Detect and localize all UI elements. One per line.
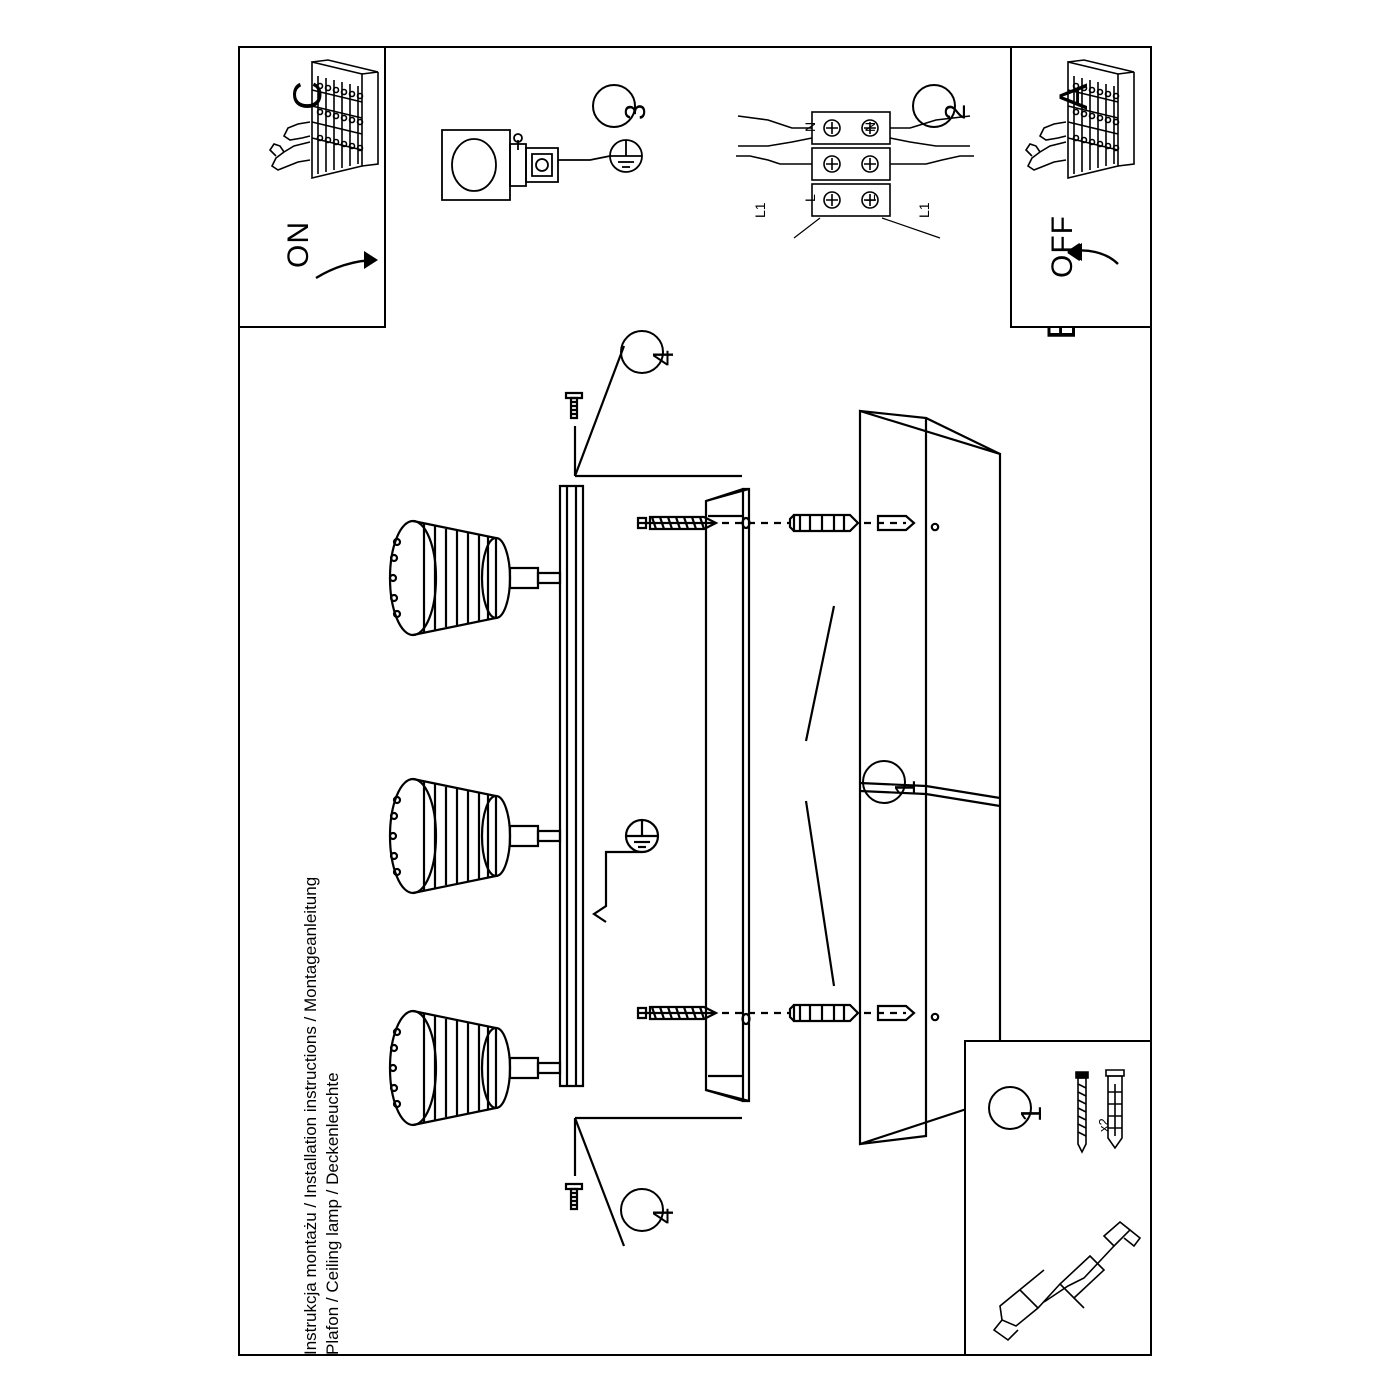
step-marker-2: 2 xyxy=(912,84,956,128)
wiring-label-L-right: L xyxy=(862,194,878,202)
leader-lines-step2 xyxy=(794,218,940,238)
step-2-wiring-drawing xyxy=(720,90,1020,250)
wall-plug-icon xyxy=(1106,1070,1124,1148)
wiring-leader-L1-right: L1 xyxy=(916,202,932,218)
panel-a-state-label: OFF xyxy=(1046,215,1079,278)
step-marker-3: 3 xyxy=(592,84,636,128)
wiring-label-N-left: N xyxy=(802,121,818,132)
wiring-label-L-left: L xyxy=(802,194,818,202)
curved-arrow-right-icon xyxy=(316,251,378,278)
mounting-bracket-icon xyxy=(706,489,750,1101)
accessories-drawing xyxy=(964,1040,1152,1356)
grub-screw-icon-top xyxy=(566,393,582,418)
lamp-base-plate-icon xyxy=(560,486,583,1086)
drill-icon xyxy=(994,1222,1140,1340)
leader-lines xyxy=(575,346,834,1246)
wiring-label-N-right: N xyxy=(862,121,878,132)
step-3-drawing xyxy=(430,100,690,260)
step-marker-1: 1 xyxy=(862,760,906,804)
wiring-leader-L1-left: L1 xyxy=(752,202,768,218)
panel-c-state-label: ON xyxy=(282,221,315,268)
grub-screw-icon-bottom xyxy=(566,1184,582,1209)
terminal-block-icon-a xyxy=(1068,60,1134,178)
lamp-head-icon-1 xyxy=(390,521,560,635)
accessory-quantity-label: x2 xyxy=(1096,1118,1111,1132)
screw-icon xyxy=(1076,1072,1088,1152)
earth-symbol-step3 xyxy=(610,140,642,172)
spine-text-line2: Plafon / Ceiling lamp / Deckenleuchte xyxy=(323,1072,342,1355)
connector-block-icon xyxy=(812,112,890,216)
step-marker-4-bottom: 4 xyxy=(620,1188,664,1232)
panel-a-letter: A xyxy=(1052,82,1096,110)
screw-assembly-top xyxy=(638,515,914,531)
terminal-block-icon-c xyxy=(312,60,378,178)
hand-icon-a xyxy=(1026,122,1066,170)
spine-text-line1: Instrukcja montażu / Installation instructions / Montageanleitung xyxy=(301,876,320,1355)
panel-c-letter: C xyxy=(286,80,330,110)
screw-assembly-bottom xyxy=(638,1005,914,1021)
step-marker-4-top: 4 xyxy=(620,330,664,374)
lamp-head-icon-2 xyxy=(390,779,560,893)
accessory-step-marker-1: 1 xyxy=(988,1086,1032,1130)
lamp-socket-icon xyxy=(442,130,610,200)
lamp-head-icon-3 xyxy=(390,1011,560,1125)
hand-icon-c xyxy=(270,122,310,170)
earth-symbol-body xyxy=(594,820,658,922)
